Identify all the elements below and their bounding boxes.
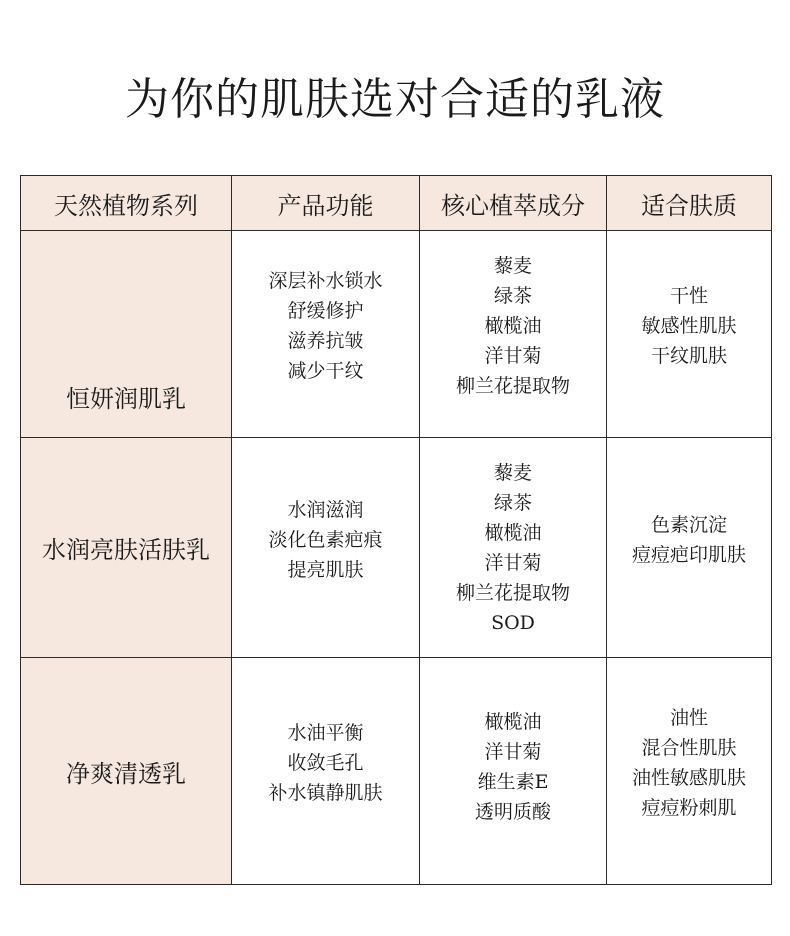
header-series: 天然植物系列 — [21, 176, 232, 231]
ingredient-item: 维生素E — [477, 771, 549, 793]
ingredient-item: 洋甘菊 — [484, 551, 542, 574]
series-cell — [21, 438, 232, 658]
skin-type-item: 痘痘粉刺肌 — [641, 797, 737, 819]
skin-types-cell — [607, 231, 772, 438]
ingredient-item: SOD — [491, 611, 535, 634]
function-item: 舒缓修护 — [287, 300, 364, 322]
ingredients-cell — [420, 438, 607, 658]
function-item: 补水镇静肌肤 — [268, 782, 383, 804]
table-row — [21, 658, 772, 885]
ingredient-item: 洋甘菊 — [484, 345, 542, 367]
header-functions: 产品功能 — [232, 176, 420, 231]
ingredients-cell — [420, 231, 607, 438]
ingredient-item: 透明质酸 — [474, 801, 551, 823]
functions-cell — [232, 438, 420, 658]
page-title: 为你的肌肤选对合适的乳液 — [125, 74, 665, 125]
skin-types-cell — [607, 438, 772, 658]
skin-type-item: 油性敏感肌肤 — [631, 767, 746, 789]
function-item: 滋养抗皱 — [287, 330, 364, 352]
ingredient-item: 橄榄油 — [484, 521, 542, 544]
function-item: 收敛毛孔 — [287, 752, 364, 774]
skin-type-item: 色素沉淀 — [650, 513, 727, 536]
ingredient-item: 绿茶 — [493, 285, 532, 307]
function-item: 提亮肌肤 — [287, 558, 364, 581]
function-item: 淡化色素疤痕 — [268, 528, 383, 551]
function-item: 水润滋润 — [287, 498, 364, 521]
series-name: 水润亮肤活肤乳 — [42, 536, 210, 564]
skin-type-item: 干性 — [669, 285, 708, 307]
ingredient-item: 柳兰花提取物 — [455, 375, 570, 397]
series-name: 净爽清透乳 — [66, 759, 186, 788]
table-header-row — [21, 176, 772, 231]
table-row — [21, 438, 772, 658]
ingredient-item: 橄榄油 — [484, 315, 542, 337]
header-ingredients: 核心植萃成分 — [420, 176, 607, 231]
series-cell — [21, 231, 232, 438]
skin-type-item: 混合性肌肤 — [641, 737, 737, 759]
header-skin-types: 适合肤质 — [607, 176, 772, 231]
skin-type-item: 油性 — [669, 707, 708, 729]
functions-cell — [232, 231, 420, 438]
ingredient-item: 柳兰花提取物 — [455, 581, 570, 604]
ingredients-cell — [420, 658, 607, 885]
skin-type-item: 干纹肌肤 — [650, 345, 727, 367]
table-row — [21, 231, 772, 438]
skin-types-cell — [607, 658, 772, 885]
skin-type-item: 敏感性肌肤 — [641, 315, 737, 337]
ingredient-item: 绿茶 — [493, 491, 532, 514]
function-item: 减少干纹 — [287, 360, 364, 382]
functions-cell — [232, 658, 420, 885]
ingredient-item: 藜麦 — [493, 255, 532, 277]
ingredient-item: 藜麦 — [493, 461, 532, 484]
function-item: 水油平衡 — [287, 722, 364, 744]
series-name: 恒妍润肌乳 — [66, 385, 186, 413]
series-cell — [21, 658, 232, 885]
ingredient-item: 橄榄油 — [484, 711, 542, 733]
function-item: 深层补水锁水 — [268, 270, 383, 292]
ingredient-item: 洋甘菊 — [484, 741, 542, 763]
product-comparison-table — [20, 175, 772, 885]
skin-type-item: 痘痘疤印肌肤 — [631, 543, 746, 566]
